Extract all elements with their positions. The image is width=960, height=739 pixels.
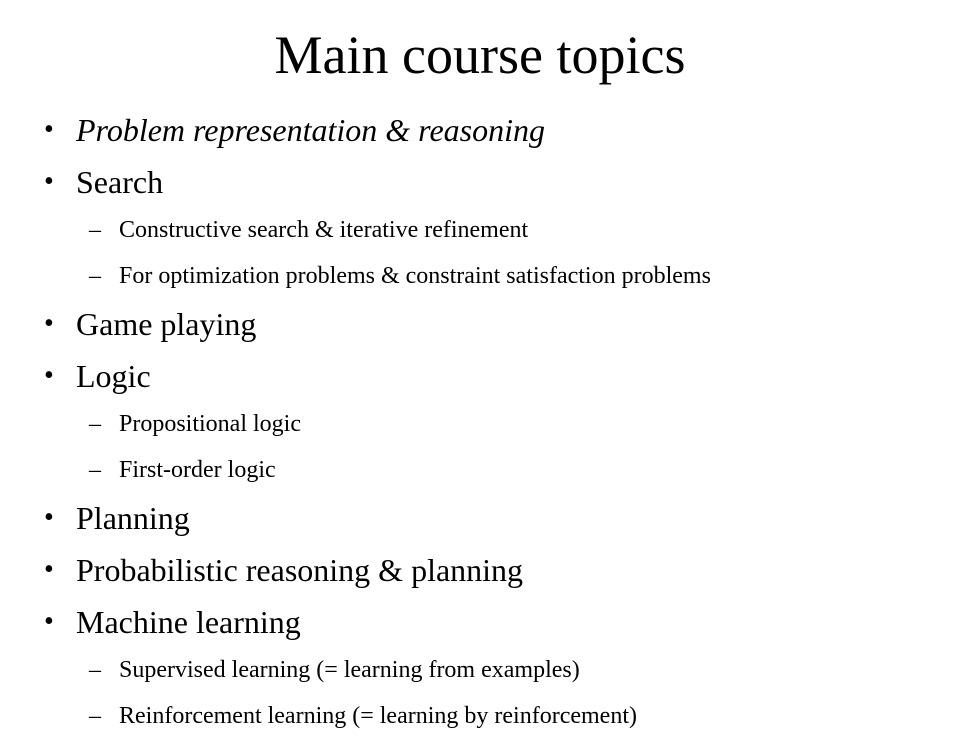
topic-item	[0, 596, 960, 648]
dash-icon: –	[89, 411, 101, 437]
subtopic-item	[0, 648, 960, 694]
topic-item	[0, 156, 960, 208]
dash-icon: –	[89, 657, 101, 683]
topic-item	[0, 350, 960, 402]
topic-label: Planning	[76, 500, 190, 536]
topic-label: Search	[76, 164, 164, 200]
subtopic-label: Constructive search & iterative refinement	[119, 217, 529, 243]
subtopic-label: Supervised learning (= learning from examples)	[119, 657, 580, 683]
subtopic-item	[0, 254, 960, 298]
topic-item	[0, 492, 960, 544]
subtopic-item	[0, 402, 960, 448]
dash-icon: –	[89, 457, 101, 483]
dash-icon: –	[89, 217, 101, 243]
slide-title: Main course topics	[274, 25, 686, 85]
topic-label: Machine learning	[76, 604, 301, 640]
bullet-icon: •	[44, 308, 54, 339]
bullet-icon: •	[44, 166, 54, 197]
bullet-icon: •	[44, 606, 54, 637]
topic-item	[0, 298, 960, 350]
topic-item	[0, 544, 960, 596]
subtopic-label: Reinforcement learning (= learning by reinforcement)	[119, 703, 637, 729]
dash-icon: –	[89, 263, 101, 289]
subtopic-item	[0, 208, 960, 254]
topic-label: Problem representation & reasoning	[76, 112, 545, 148]
bullet-icon: •	[44, 554, 54, 585]
topic-item	[0, 104, 960, 156]
subtopic-item	[0, 694, 960, 738]
subtopic-item	[0, 448, 960, 492]
topic-list	[0, 104, 960, 738]
subtopic-label: For optimization problems & constraint satisfaction problems	[119, 263, 711, 289]
subtopic-label: Propositional logic	[119, 411, 301, 437]
bullet-icon: •	[44, 114, 54, 145]
topic-label: Logic	[76, 358, 151, 394]
bullet-icon: •	[44, 360, 54, 391]
topic-label: Probabilistic reasoning & planning	[76, 552, 524, 588]
dash-icon: –	[89, 703, 101, 729]
topic-label: Game playing	[76, 306, 257, 342]
subtopic-label: First-order logic	[119, 457, 276, 483]
bullet-icon: •	[44, 502, 54, 533]
